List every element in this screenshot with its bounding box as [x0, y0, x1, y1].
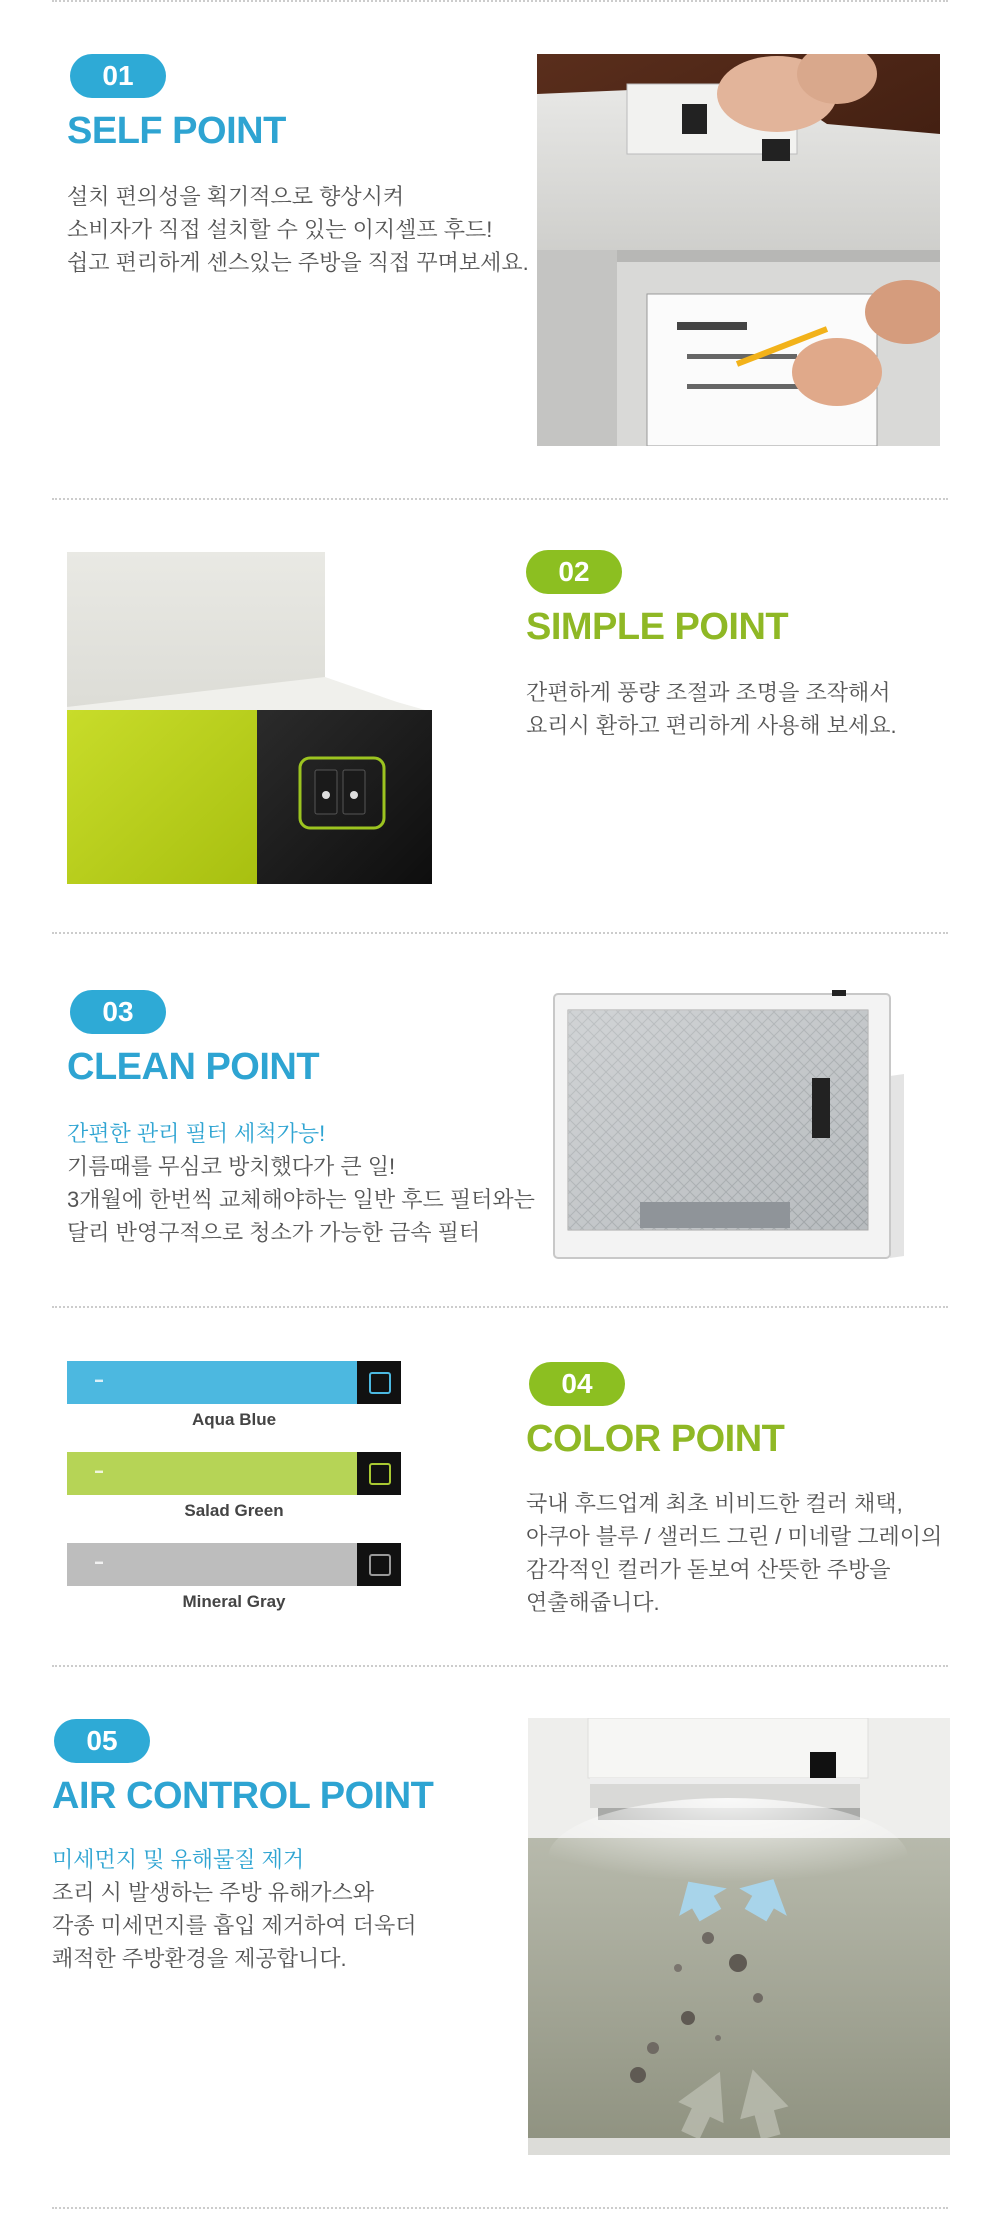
section-title: COLOR POINT	[526, 1418, 785, 1460]
installation-photo	[537, 54, 940, 446]
section-title: SELF POINT	[67, 110, 286, 152]
section-number-badge: 04	[529, 1362, 625, 1406]
description-line: 간편하게 풍량 조절과 조명을 조작해서	[526, 680, 891, 705]
section-number-badge: 05	[54, 1719, 150, 1763]
section-description	[526, 676, 897, 742]
swatch-bar	[67, 1361, 357, 1404]
divider	[52, 1665, 948, 1667]
swatch-label: Salad Green	[184, 1501, 284, 1520]
swatch-bar	[67, 1543, 357, 1586]
description-line: 기름때를 무심코 방치했다가 큰 일!	[67, 1154, 396, 1179]
divider	[52, 1306, 948, 1308]
color-swatch-mineral-gray	[67, 1543, 401, 1586]
section-description	[67, 180, 529, 279]
description-line: 감각적인 컬러가 돋보여 산뜻한 주방을	[526, 1557, 891, 1582]
air-flow-kitchen-illustration	[528, 1718, 950, 2155]
description-line: 조리 시 발생하는 주방 유해가스와	[52, 1880, 374, 1905]
control-panel-photo	[67, 552, 432, 884]
swatch-logo: ▬	[95, 1557, 103, 1566]
divider	[52, 932, 948, 934]
description-line: 요리시 환하고 편리하게 사용해 보세요.	[526, 713, 897, 738]
swatch-label: Mineral Gray	[182, 1592, 286, 1611]
divider	[52, 0, 948, 2]
section-title: AIR CONTROL POINT	[52, 1775, 434, 1817]
description-line: 소비자가 직접 설치할 수 있는 이지셀프 후드!	[67, 217, 493, 242]
divider	[52, 2207, 948, 2209]
description-highlight: 간편한 관리 필터 세척가능!	[67, 1121, 326, 1146]
description-line: 쾌적한 주방환경을 제공합니다.	[52, 1946, 347, 1971]
swatch-control-panel	[357, 1452, 401, 1495]
divider	[52, 498, 948, 500]
description-line: 아쿠아 블루 / 샐러드 그린 / 미네랄 그레이의	[526, 1524, 943, 1549]
swatch-control-panel	[357, 1543, 401, 1586]
description-line: 달리 반영구적으로 청소가 가능한 금속 필터	[67, 1220, 481, 1245]
section-number-badge: 01	[70, 54, 166, 98]
color-swatch-salad-green	[67, 1452, 401, 1495]
description-line: 국내 후드업계 최초 비비드한 컬러 채택,	[526, 1491, 903, 1516]
swatch-label: Aqua Blue	[191, 1410, 277, 1429]
metal-filter-photo	[552, 988, 904, 1266]
color-swatch-aqua-blue	[67, 1361, 401, 1404]
section-number-badge: 02	[526, 550, 622, 594]
section-description	[67, 1117, 535, 1249]
description-line: 각종 미세먼지를 흡입 제거하여 더욱더	[52, 1913, 417, 1938]
swatch-control-panel	[357, 1361, 401, 1404]
section-title: SIMPLE POINT	[526, 606, 789, 648]
section-title: CLEAN POINT	[67, 1046, 320, 1088]
description-line: 설치 편의성을 획기적으로 향상시켜	[67, 184, 405, 209]
section-description	[52, 1843, 416, 1975]
section-description	[526, 1487, 942, 1619]
swatch-logo: ▬	[95, 1375, 103, 1384]
swatch-bar	[67, 1452, 357, 1495]
swatch-logo: ▬	[95, 1466, 103, 1475]
description-line: 3개월에 한번씩 교체해야하는 일반 후드 필터와는	[67, 1187, 535, 1212]
section-number-badge: 03	[70, 990, 166, 1034]
description-highlight: 미세먼지 및 유해물질 제거	[52, 1847, 305, 1872]
description-line: 연출해줍니다.	[526, 1590, 660, 1615]
description-line: 쉽고 편리하게 센스있는 주방을 직접 꾸며보세요.	[67, 250, 529, 275]
